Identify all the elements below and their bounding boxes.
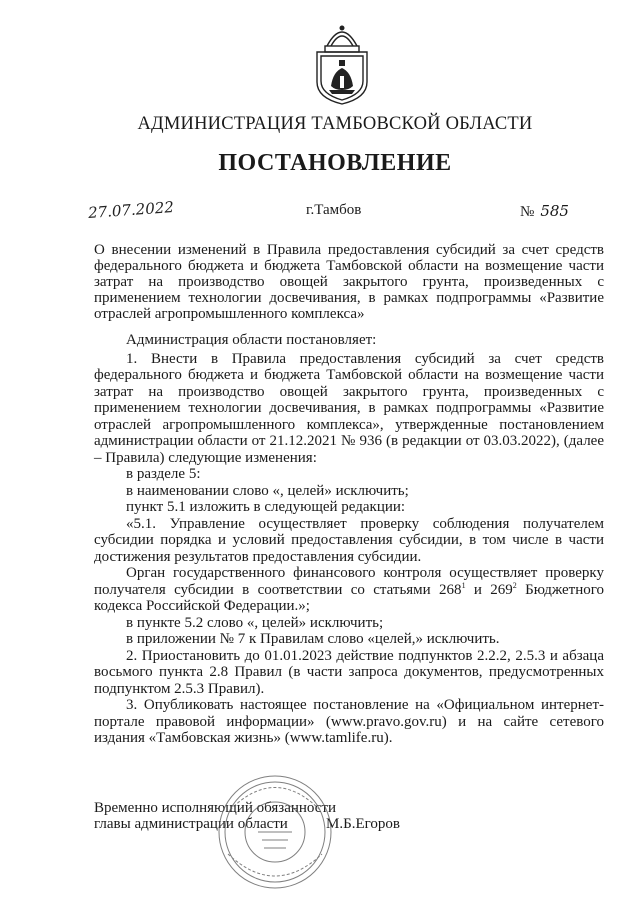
document-type-heading: ПОСТАНОВЛЕНИЕ bbox=[218, 150, 452, 176]
organization-name: АДМИНИСТРАЦИЯ ТАМБОВСКОЙ ОБЛАСТИ bbox=[137, 114, 533, 134]
superscript: 1 bbox=[461, 580, 466, 590]
paragraph: в разделе 5: bbox=[126, 466, 201, 482]
document-body bbox=[94, 332, 604, 747]
superscript: 2 bbox=[512, 580, 517, 590]
signer-position-line1: Временно исполняющий обязанности bbox=[94, 800, 337, 816]
paragraph: «5.1. Управление осуществляет проверку соблюдения получателем субсидии порядка и условий предоставления субсидии, в том числе в части достижения результатов предоставления субсидии. bbox=[94, 515, 604, 565]
paragraph: 1. Внести в Правила предоставления субсидий за счет средств федерального бюджета и бюджета Тамбовской области на возмещение части затрат на производство овощей закрытого грунта, произведенных с применением технологии досвечивания, в рамках подпрограммы «Развитие отраслей агропромышленного комплекса», утвержденные постановлением администрации области от 21.12.2021 № 936 (в редакции от 03.03.2022), (далее – Правила) следующие изменения: bbox=[94, 350, 604, 466]
paragraph: 2. Приостановить до 01.01.2023 действие подпунктов 2.2.2, 2.5.3 и абзаца восьмого пункта 2.8 Правил (в части запроса документов, предусмотренных подпунктом 2.5.3 Правил). bbox=[94, 647, 604, 697]
paragraph-text: и 269 bbox=[465, 581, 513, 598]
coat-of-arms-emblem bbox=[305, 16, 379, 106]
paragraph: в наименовании слово «, целей» исключить; bbox=[126, 482, 409, 499]
paragraph-text: Орган государственного финансового контроля осуществляет проверку получателя субсидии в соответствии со статьями 268 bbox=[94, 565, 604, 598]
paragraph: пункт 5.1 изложить в следующей редакции: bbox=[126, 499, 406, 515]
paragraph bbox=[94, 565, 604, 615]
document-title: О внесении изменений в Правила предоставления субсидий за счет средств федерального бюджета и бюджета Тамбовской области на возмещение части затрат на производство овощей закрытого грунта, произведенных с применением технологии досвечивания, в рамках подпрограммы «Развитие отраслей агропромышленного комплекса» bbox=[94, 242, 604, 322]
document-city: г.Тамбов bbox=[306, 202, 362, 218]
paragraph-text: Бюджетного кодекса Российской Федерации.»; bbox=[94, 581, 605, 614]
document-number bbox=[520, 202, 569, 221]
paragraph: в приложении № 7 к Правилам слово «целей,» исключить. bbox=[126, 631, 500, 647]
signer-name: М.Б.Егоров bbox=[326, 816, 400, 832]
signer-position-line2: главы администрации области bbox=[94, 816, 288, 832]
number-label: № bbox=[520, 204, 535, 220]
paragraph: 3. Опубликовать настоящее постановление на «Официальном интернет-портале правовой информации» (www.pravo.gov.ru) и на сайте сетевого издания «Тамбовская жизнь» (www.tamlife.ru). bbox=[94, 697, 604, 746]
paragraph: в пункте 5.2 слово «, целей» исключить; bbox=[126, 614, 384, 631]
document-date: 27.07.2022 bbox=[87, 198, 175, 222]
number-value: 585 bbox=[540, 202, 569, 220]
paragraph: Администрация области постановляет: bbox=[126, 332, 377, 348]
official-seal-stamp bbox=[200, 770, 350, 890]
